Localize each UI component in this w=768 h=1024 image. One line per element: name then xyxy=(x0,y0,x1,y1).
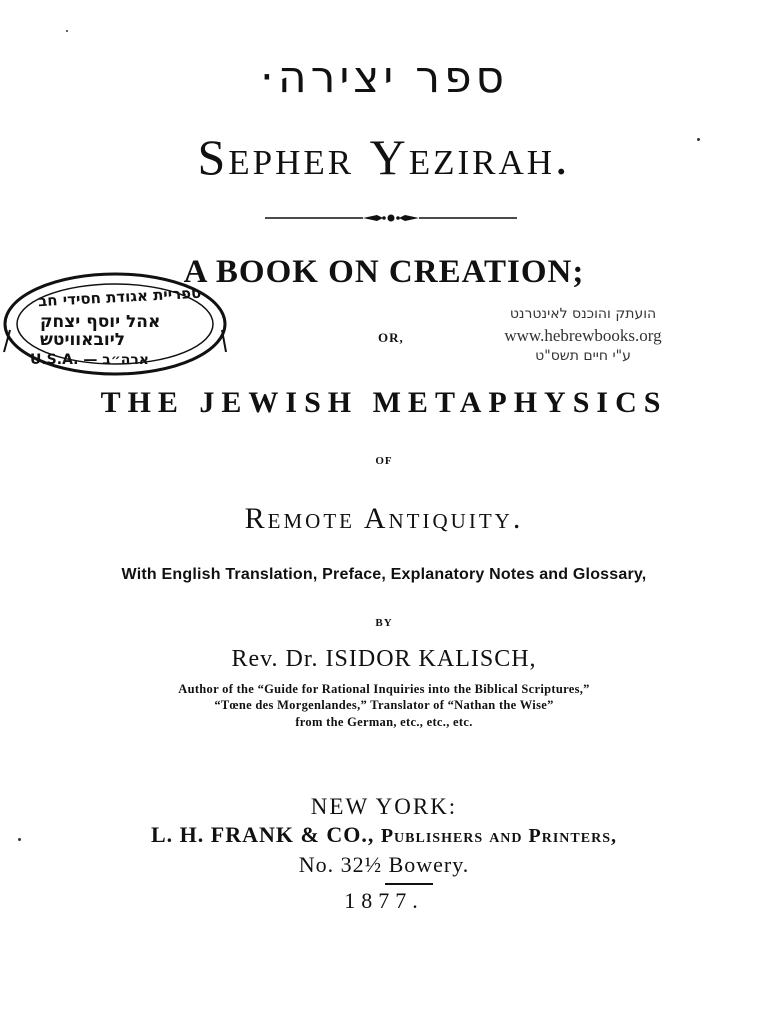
address-rule xyxy=(385,883,433,885)
author-credit-line: from the German, etc., etc., etc. xyxy=(295,715,473,729)
publisher-address: No. 32½ Bowery. xyxy=(298,852,470,877)
translation-note: With English Translation, Preface, Explanatory Notes and Glossary, xyxy=(121,566,647,583)
stamp-text: ספריית אגודת חסידי חב xyxy=(37,283,202,311)
print-speck xyxy=(18,838,21,841)
publication-place: NEW YORK: xyxy=(310,794,458,819)
main-title-part2: Yezirah. xyxy=(369,129,571,185)
subtitle: A BOOK ON CREATION; xyxy=(183,254,585,290)
main-title-part1: Sepher xyxy=(197,129,355,185)
publisher-line xyxy=(0,822,768,848)
author-credit-line: Author of the “Guide for Rational Inquiries into the Biblical Scriptures,” xyxy=(178,682,590,696)
watermark-url: www.hebrewbooks.org xyxy=(504,326,662,345)
or-label: OR, xyxy=(378,330,404,345)
by-label: BY xyxy=(375,617,393,629)
stamp-text: U.S.A. — ארה״ב xyxy=(30,352,149,368)
print-speck xyxy=(66,30,68,32)
author-name: Rev. Dr. ISIDOR KALISCH, xyxy=(231,646,537,672)
watermark-hebrew: ע"י חיים תשס"ט xyxy=(535,348,631,364)
of-label: OF xyxy=(375,455,393,467)
watermark-hebrew: הועתק והוכנס לאינטרנט xyxy=(509,306,657,322)
hebrew-title: ספר יצירה· xyxy=(259,52,509,103)
publication-year: 1877. xyxy=(344,888,424,913)
metaphysics-title: THE JEWISH METAPHYSICS xyxy=(100,386,668,419)
publisher-name: L. H. FRANK & CO., xyxy=(151,822,375,847)
remote-antiquity: Remote Antiquity. xyxy=(244,502,524,535)
author-credit-line: “Tœne des Morgenlandes,” Translator of “Nathan the Wise” xyxy=(214,698,554,712)
stamp-text: ליובאוויטש xyxy=(40,330,125,350)
main-title xyxy=(0,128,768,186)
publisher-description: Publishers and Printers, xyxy=(380,825,617,847)
ornamental-rule xyxy=(265,211,517,225)
print-speck xyxy=(697,138,700,141)
stamp-text: אהל יוסף יצחק xyxy=(40,312,161,332)
